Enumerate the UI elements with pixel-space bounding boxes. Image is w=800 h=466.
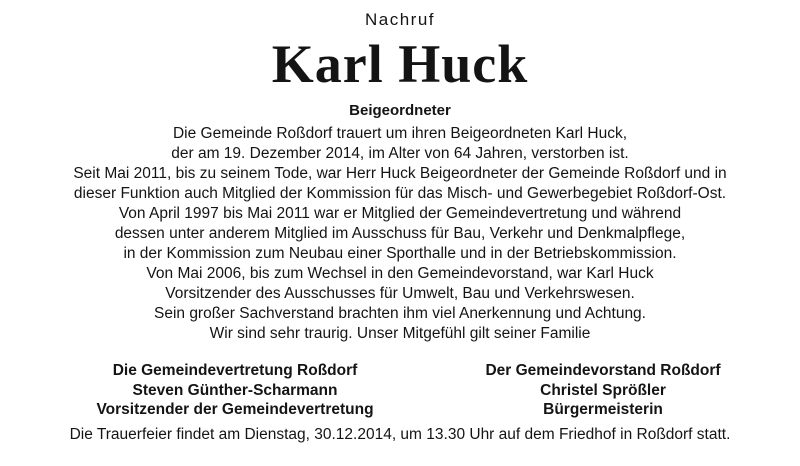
signature-title: Vorsitzender der Gemeindevertretung <box>96 401 374 418</box>
signature-title: Bürgermeisterin <box>543 401 663 418</box>
body-paragraph <box>0 124 800 164</box>
signature-org: Der Gemeindevorstand Roßdorf <box>485 362 721 379</box>
signature-left <box>40 361 430 420</box>
notice-kicker: Nachruf <box>364 10 436 29</box>
body-line: Die Gemeinde Roßdorf trauert um ihren Beigeordneten Karl Huck, <box>172 125 628 142</box>
body-line: in der Kommission zum Neubau einer Sporthalle und in der Betriebskommission. <box>123 245 677 262</box>
funeral-info: Die Trauerfeier findet am Dienstag, 30.12.2014, um 13.30 Uhr auf dem Friedhof in Roßdorf statt. <box>69 426 731 443</box>
signature-person: Christel Sprößler <box>540 381 666 399</box>
body-line: dessen unter anderem Mitglied im Ausschuss für Bau, Verkehr und Denkmalpflege, <box>114 225 686 242</box>
body-paragraph <box>0 204 800 264</box>
body-line: Wir sind sehr traurig. Unser Mitgefühl gilt seiner Familie <box>209 325 591 342</box>
deceased-role: Beigeordneter <box>349 102 451 119</box>
signature-person: Steven Günther-Scharmann <box>132 381 338 399</box>
body-paragraph <box>0 264 800 304</box>
body-line: dieser Funktion auch Mitglied der Kommission für das Misch- und Gewerbegebiet Roßdorf-Ost. <box>73 185 727 202</box>
deceased-name: Karl Huck <box>271 34 529 94</box>
notice-body <box>0 124 800 344</box>
body-line: Vorsitzender des Ausschusses für Umwelt, Bau und Verkehrswesen. <box>165 285 635 302</box>
signature-right <box>438 361 768 420</box>
body-line: Von April 1997 bis Mai 2011 war er Mitglied der Gemeindevertretung und während <box>118 205 682 222</box>
body-paragraph <box>0 164 800 204</box>
body-line: Von Mai 2006, bis zum Wechsel in den Gemeindevorstand, war Karl Huck <box>146 265 654 282</box>
body-line: Sein großer Sachverstand brachten ihm viel Anerkennung und Achtung. <box>153 305 646 322</box>
body-line: der am 19. Dezember 2014, im Alter von 64 Jahren, verstorben ist. <box>171 145 629 162</box>
body-line: Seit Mai 2011, bis zu seinem Tode, war Herr Huck Beigeordneter der Gemeinde Roßdorf und in <box>73 165 727 182</box>
body-paragraph <box>0 304 800 344</box>
signature-org: Die Gemeindevertretung Roßdorf <box>112 362 358 379</box>
